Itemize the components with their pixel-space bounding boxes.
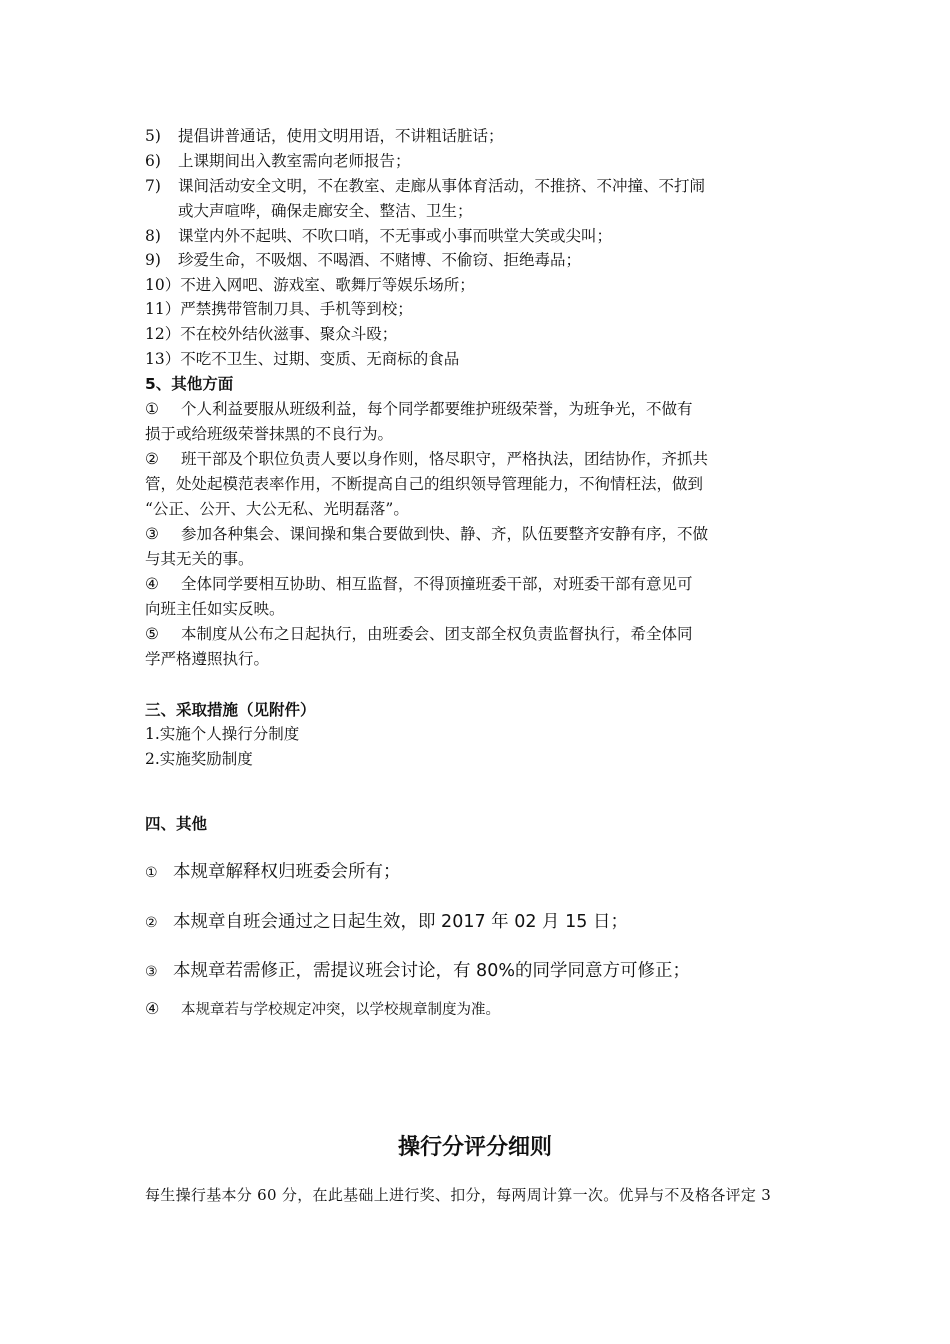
paragraph-line: “公正、公开、大公无私、光明磊落”。	[145, 500, 409, 518]
rule-item: 5) 提倡讲普通话，使用文明用语，不讲粗话脏话；	[145, 127, 504, 145]
rule-item-continuation: 或大声喧哗，确保走廊安全、整洁、卫生；	[178, 202, 473, 220]
rule-item: 10）不进入网吧、游戏室、歌舞厅等娱乐场所；	[145, 276, 475, 294]
rule-item: 7) 课间活动安全文明，不在教室、走廊从事体育活动，不推挤、不冲撞、不打闹	[145, 177, 706, 195]
section-heading: 5、其他方面	[145, 375, 234, 393]
paragraph-line: ① 个人利益要服从班级利益，每个同学都要维护班级荣誉，为班争光，不做有	[145, 400, 693, 418]
page-title: 操行分评分细则	[397, 1135, 552, 1160]
section-heading: 三、采取措施（见附件）	[145, 701, 316, 719]
paragraph-line: 向班主任如实反映。	[145, 600, 285, 618]
paragraph-line: ⑤ 本制度从公布之日起执行，由班委会、团支部全权负责监督执行，希全体同	[145, 625, 693, 643]
paragraph-line: 损于或给班级荣誉抹黑的不良行为。	[145, 425, 394, 443]
section-heading: 四、其他	[145, 815, 208, 833]
paragraph-line: ② 班干部及个职位负责人要以身作则，恪尽职守，严格执法，团结协作，齐抓共	[145, 450, 709, 468]
paragraph-line: 管，处处起模范表率作用，不断提高自己的组织领导管理能力，不徇情枉法，做到	[145, 475, 704, 493]
list-item: 2.实施奖励制度	[145, 750, 253, 768]
paragraph-line: ④ 全体同学要相互协助、相互监督，不得顶撞班委干部，对班委干部有意见可	[145, 575, 693, 593]
rule-item: 6) 上课期间出入教室需向老师报告；	[145, 152, 411, 170]
list-item: ④ 本规章若与学校规定冲突，以学校规章制度为准。	[145, 999, 500, 1018]
paragraph-line: ③ 参加各种集会、课间操和集合要做到快、静、齐，队伍要整齐安静有序，不做	[145, 525, 709, 543]
intro-paragraph: 每生操行基本分 60 分，在此基础上进行奖、扣分，每两周计算一次。优异与不及格各评定 3	[145, 1186, 772, 1204]
rule-item: 8) 课堂内外不起哄、不吹口哨，不无事或小事而哄堂大笑或尖叫；	[145, 227, 613, 245]
rule-item: 11）严禁携带管制刀具、手机等到校；	[145, 300, 413, 318]
list-item: ③ 本规章若需修正，需提议班会讨论，有 80%的同学同意方可修正；	[145, 961, 690, 981]
rule-item: 13）不吃不卫生、过期、变质、无商标的食品	[145, 350, 460, 368]
paragraph-line: 学严格遵照执行。	[145, 650, 270, 668]
rule-item: 12）不在校外结伙滋事、聚众斗殴；	[145, 325, 398, 343]
list-item: 1.实施个人操行分制度	[145, 725, 300, 743]
list-item: ① 本规章解释权归班委会所有；	[145, 862, 401, 882]
paragraph-line: 与其无关的事。	[145, 550, 254, 568]
list-item: ② 本规章自班会通过之日起生效，即 2017 年 02 月 15 日；	[145, 912, 628, 932]
rule-item: 9) 珍爱生命，不吸烟、不喝酒、不赌博、不偷窃、拒绝毒品；	[145, 251, 582, 269]
